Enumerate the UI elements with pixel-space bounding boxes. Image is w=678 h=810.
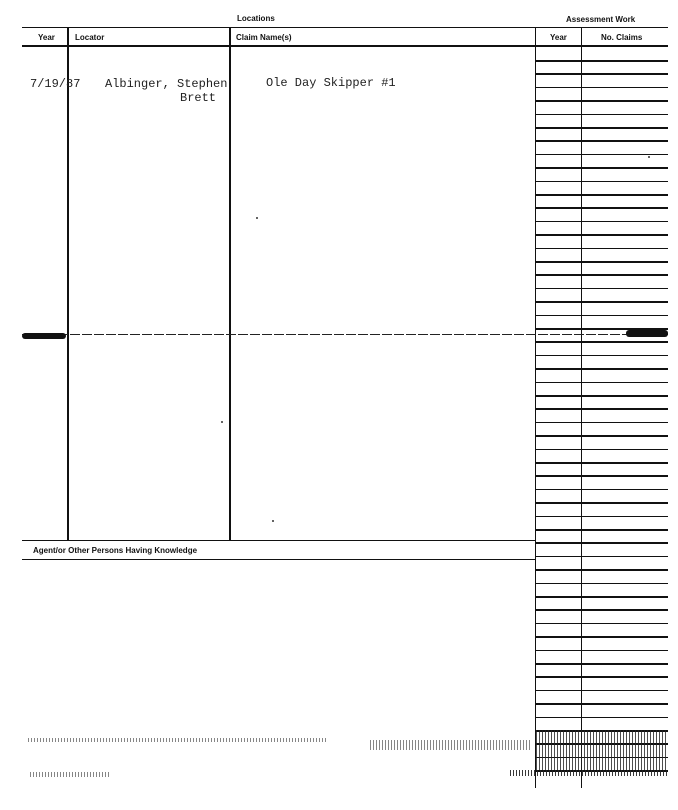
assessment-work-rule xyxy=(536,261,668,263)
assessment-work-rule xyxy=(536,207,668,209)
assessment-work-rule xyxy=(536,609,668,611)
no-claims-column-header: No. Claims xyxy=(601,33,643,42)
scan-noise-bottom-right xyxy=(536,730,668,770)
assessment-work-rule xyxy=(536,395,668,397)
claim-name: Ole Day Skipper #1 xyxy=(266,76,396,90)
assessment-work-rule xyxy=(536,569,668,571)
agent-section-bottom-rule xyxy=(22,559,536,560)
scan-speck xyxy=(256,217,258,219)
assessment-work-rule xyxy=(536,274,668,276)
assessment-work-header: Assessment Work xyxy=(566,15,636,24)
location-date: 7/19/87 xyxy=(30,77,81,91)
assessment-work-rule xyxy=(536,475,668,477)
assessment-work-rule xyxy=(536,529,668,531)
assessment-work-rule xyxy=(536,140,668,142)
assessment-work-rule xyxy=(536,676,668,678)
assessment-work-rule xyxy=(536,502,668,504)
assessment-work-rule xyxy=(536,596,668,598)
locator-claim-divider xyxy=(229,28,231,540)
assessment-work-rule xyxy=(536,435,668,437)
locator-name-line1: Albinger, Stephen xyxy=(105,77,228,91)
claim-names-column-header: Claim Name(s) xyxy=(236,33,292,42)
assessment-work-rule xyxy=(536,382,668,384)
assessment-work-rule xyxy=(536,87,668,89)
assessment-work-rule xyxy=(536,234,668,236)
assessment-work-rule xyxy=(536,408,668,410)
assessment-work-rule xyxy=(536,114,668,116)
scan-speck xyxy=(221,421,223,423)
assessment-work-rule xyxy=(536,489,668,491)
assessment-work-rule xyxy=(536,248,668,250)
scan-speck xyxy=(648,156,650,158)
assessment-work-rule xyxy=(536,717,668,719)
assessment-work-rule xyxy=(536,167,668,169)
assessment-work-rule xyxy=(536,690,668,692)
assessment-work-rule xyxy=(536,583,668,585)
assessment-work-rule xyxy=(536,301,668,303)
left-ink-smudge xyxy=(22,333,66,339)
assessment-work-rule xyxy=(536,328,668,330)
scan-noise-footer-right xyxy=(510,770,668,776)
assessment-work-rule xyxy=(536,315,668,317)
assessment-work-rule xyxy=(536,663,668,665)
scan-noise-bottom-middle xyxy=(370,740,530,750)
assessment-work-rule xyxy=(536,127,668,129)
assessment-work-rule xyxy=(536,623,668,625)
assessment-work-rule xyxy=(536,422,668,424)
assessment-work-rule xyxy=(536,100,668,102)
scan-noise-footer xyxy=(30,772,110,777)
assessment-work-rule xyxy=(536,636,668,638)
assessment-work-rule xyxy=(536,462,668,464)
middle-dashed-rule xyxy=(22,334,668,335)
assessment-work-rule xyxy=(536,60,668,62)
assessment-work-rule xyxy=(536,516,668,518)
assessment-work-rule xyxy=(536,181,668,183)
assessment-year-column-header: Year xyxy=(550,33,567,42)
assessment-work-rule xyxy=(536,556,668,558)
agent-section-top-rule xyxy=(22,540,536,541)
year-locator-divider xyxy=(67,28,69,540)
scan-speck xyxy=(272,520,274,522)
assessment-work-rule xyxy=(536,73,668,75)
assessment-work-rule xyxy=(536,194,668,196)
assessment-work-rule xyxy=(536,221,668,223)
assessment-work-rule xyxy=(536,355,668,357)
assessment-work-rule xyxy=(536,341,668,343)
header-top-rule xyxy=(22,27,668,28)
assessment-work-rule xyxy=(536,368,668,370)
locator-column-header: Locator xyxy=(75,33,105,42)
assessment-work-rule xyxy=(536,703,668,705)
header-bottom-rule xyxy=(22,45,668,47)
assessment-work-rule xyxy=(536,288,668,290)
agent-other-persons-label: Agent/or Other Persons Having Knowledge xyxy=(33,546,198,555)
locations-header: Locations xyxy=(237,14,275,23)
scan-noise-bottom-left xyxy=(28,738,328,742)
assessment-work-rule xyxy=(536,542,668,544)
assessment-work-rule xyxy=(536,449,668,451)
year-column-header: Year xyxy=(38,33,55,42)
assessment-work-rule xyxy=(536,650,668,652)
locator-name-line2: Brett xyxy=(180,91,217,105)
right-ink-smudge xyxy=(626,330,668,337)
